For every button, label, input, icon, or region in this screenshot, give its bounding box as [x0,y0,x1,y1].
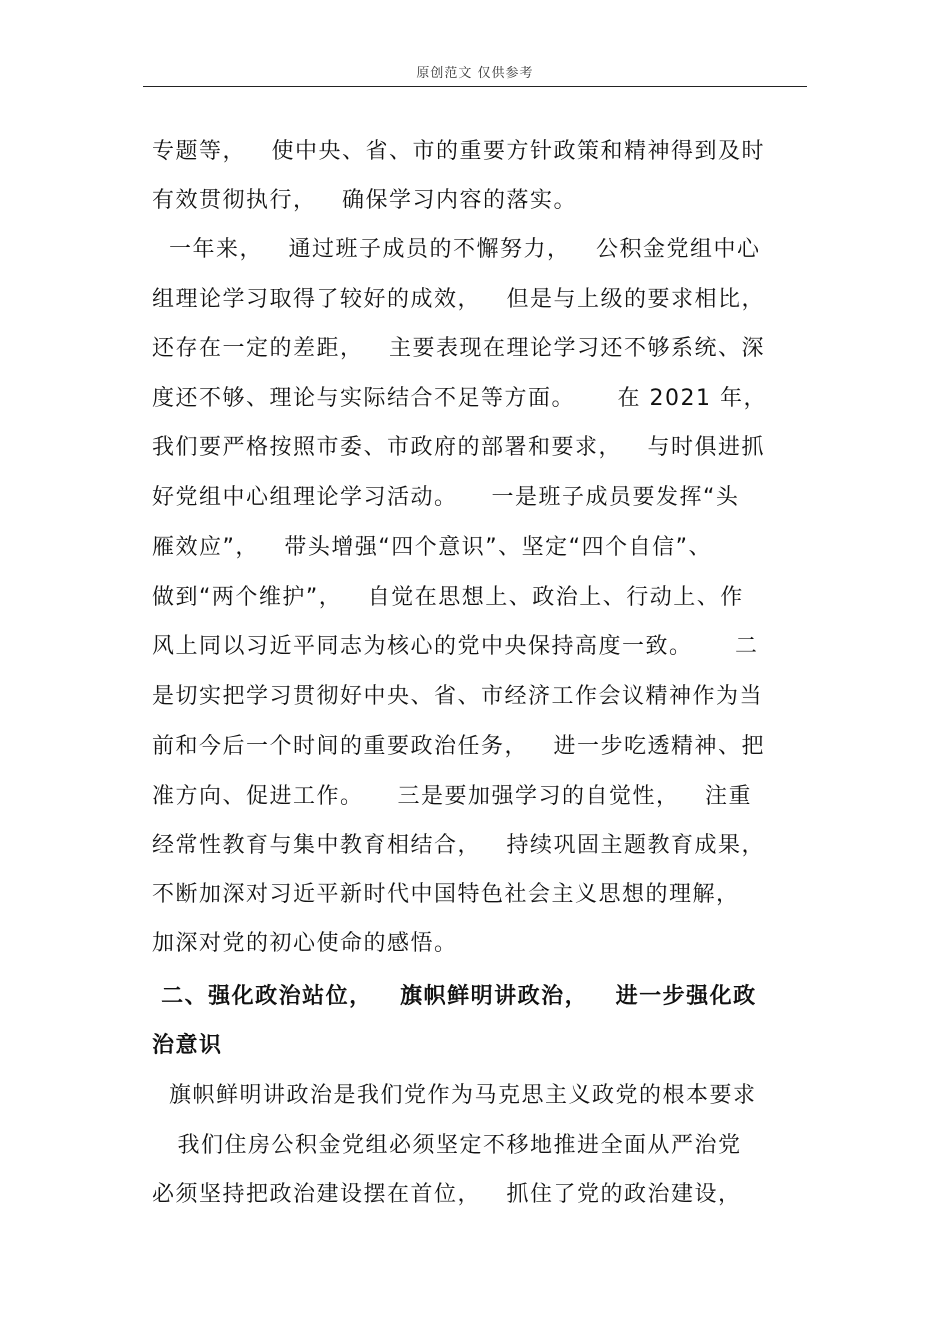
body-line: 前和今后一个时间的重要政治任务， 进一步吃透精神、把 [152,734,765,759]
body-line: 加深对党的初心使命的感悟。 [152,931,458,956]
body-line: 还存在一定的差距， 主要表现在理论学习还不够系统、深 [152,336,765,361]
body-line: 有效贯彻执行， 确保学习内容的落实。 [152,188,577,213]
body-line: 经常性教育与集中教育相结合， 持续巩固主题教育成果， [152,833,765,858]
body-line: 必须坚持把政治建设摆在首位， 抓住了党的政治建设， [152,1182,742,1207]
section-heading: 治意识 [152,1033,223,1058]
body-line: 我们住房公积金党组必须坚定不移地推进全面从严治党 [152,1133,742,1158]
body-line: 专题等， 使中央、省、市的重要方针政策和精神得到及时 [152,139,765,164]
body-line: 风上同以习近平同志为核心的党中央保持高度一致。 二 [152,634,759,659]
body-line: 我们要严格按照市委、市政府的部署和要求， 与时俱进抓 [152,435,765,460]
body-line: 度还不够、理论与实际结合不足等方面。 在 2021 年， [152,386,767,411]
body-line: 准方向、促进工作。 三是要加强学习的自觉性， 注重 [152,784,752,809]
body-line: 旗帜鲜明讲政治是我们党作为马克思主义政党的根本要求 [152,1083,757,1108]
header-text: 原创范文 仅供参考 [416,66,534,81]
page-header [143,62,807,87]
body-line: 一年来， 通过班子成员的不懈努力， 公积金党组中心 [152,237,761,262]
body-line: 雁效应”， 带头增强“四个意识”、坚定“四个自信”、 [152,535,712,560]
body-line: 组理论学习取得了较好的成效， 但是与上级的要求相比， [152,287,765,312]
body-line: 做到“两个维护”， 自觉在思想上、政治上、行动上、作 [152,585,744,610]
section-heading: 二、强化政治站位， 旗帜鲜明讲政治， 进一步强化政 [152,984,757,1009]
body-line: 是切实把学习贯彻好中央、省、市经济工作会议精神作为当 [152,684,764,709]
body-line: 好党组中心组理论学习活动。 一是班子成员要发挥“头 [152,485,740,510]
body-line: 不断加深对习近平新时代中国特色社会主义思想的理解， [152,882,740,907]
